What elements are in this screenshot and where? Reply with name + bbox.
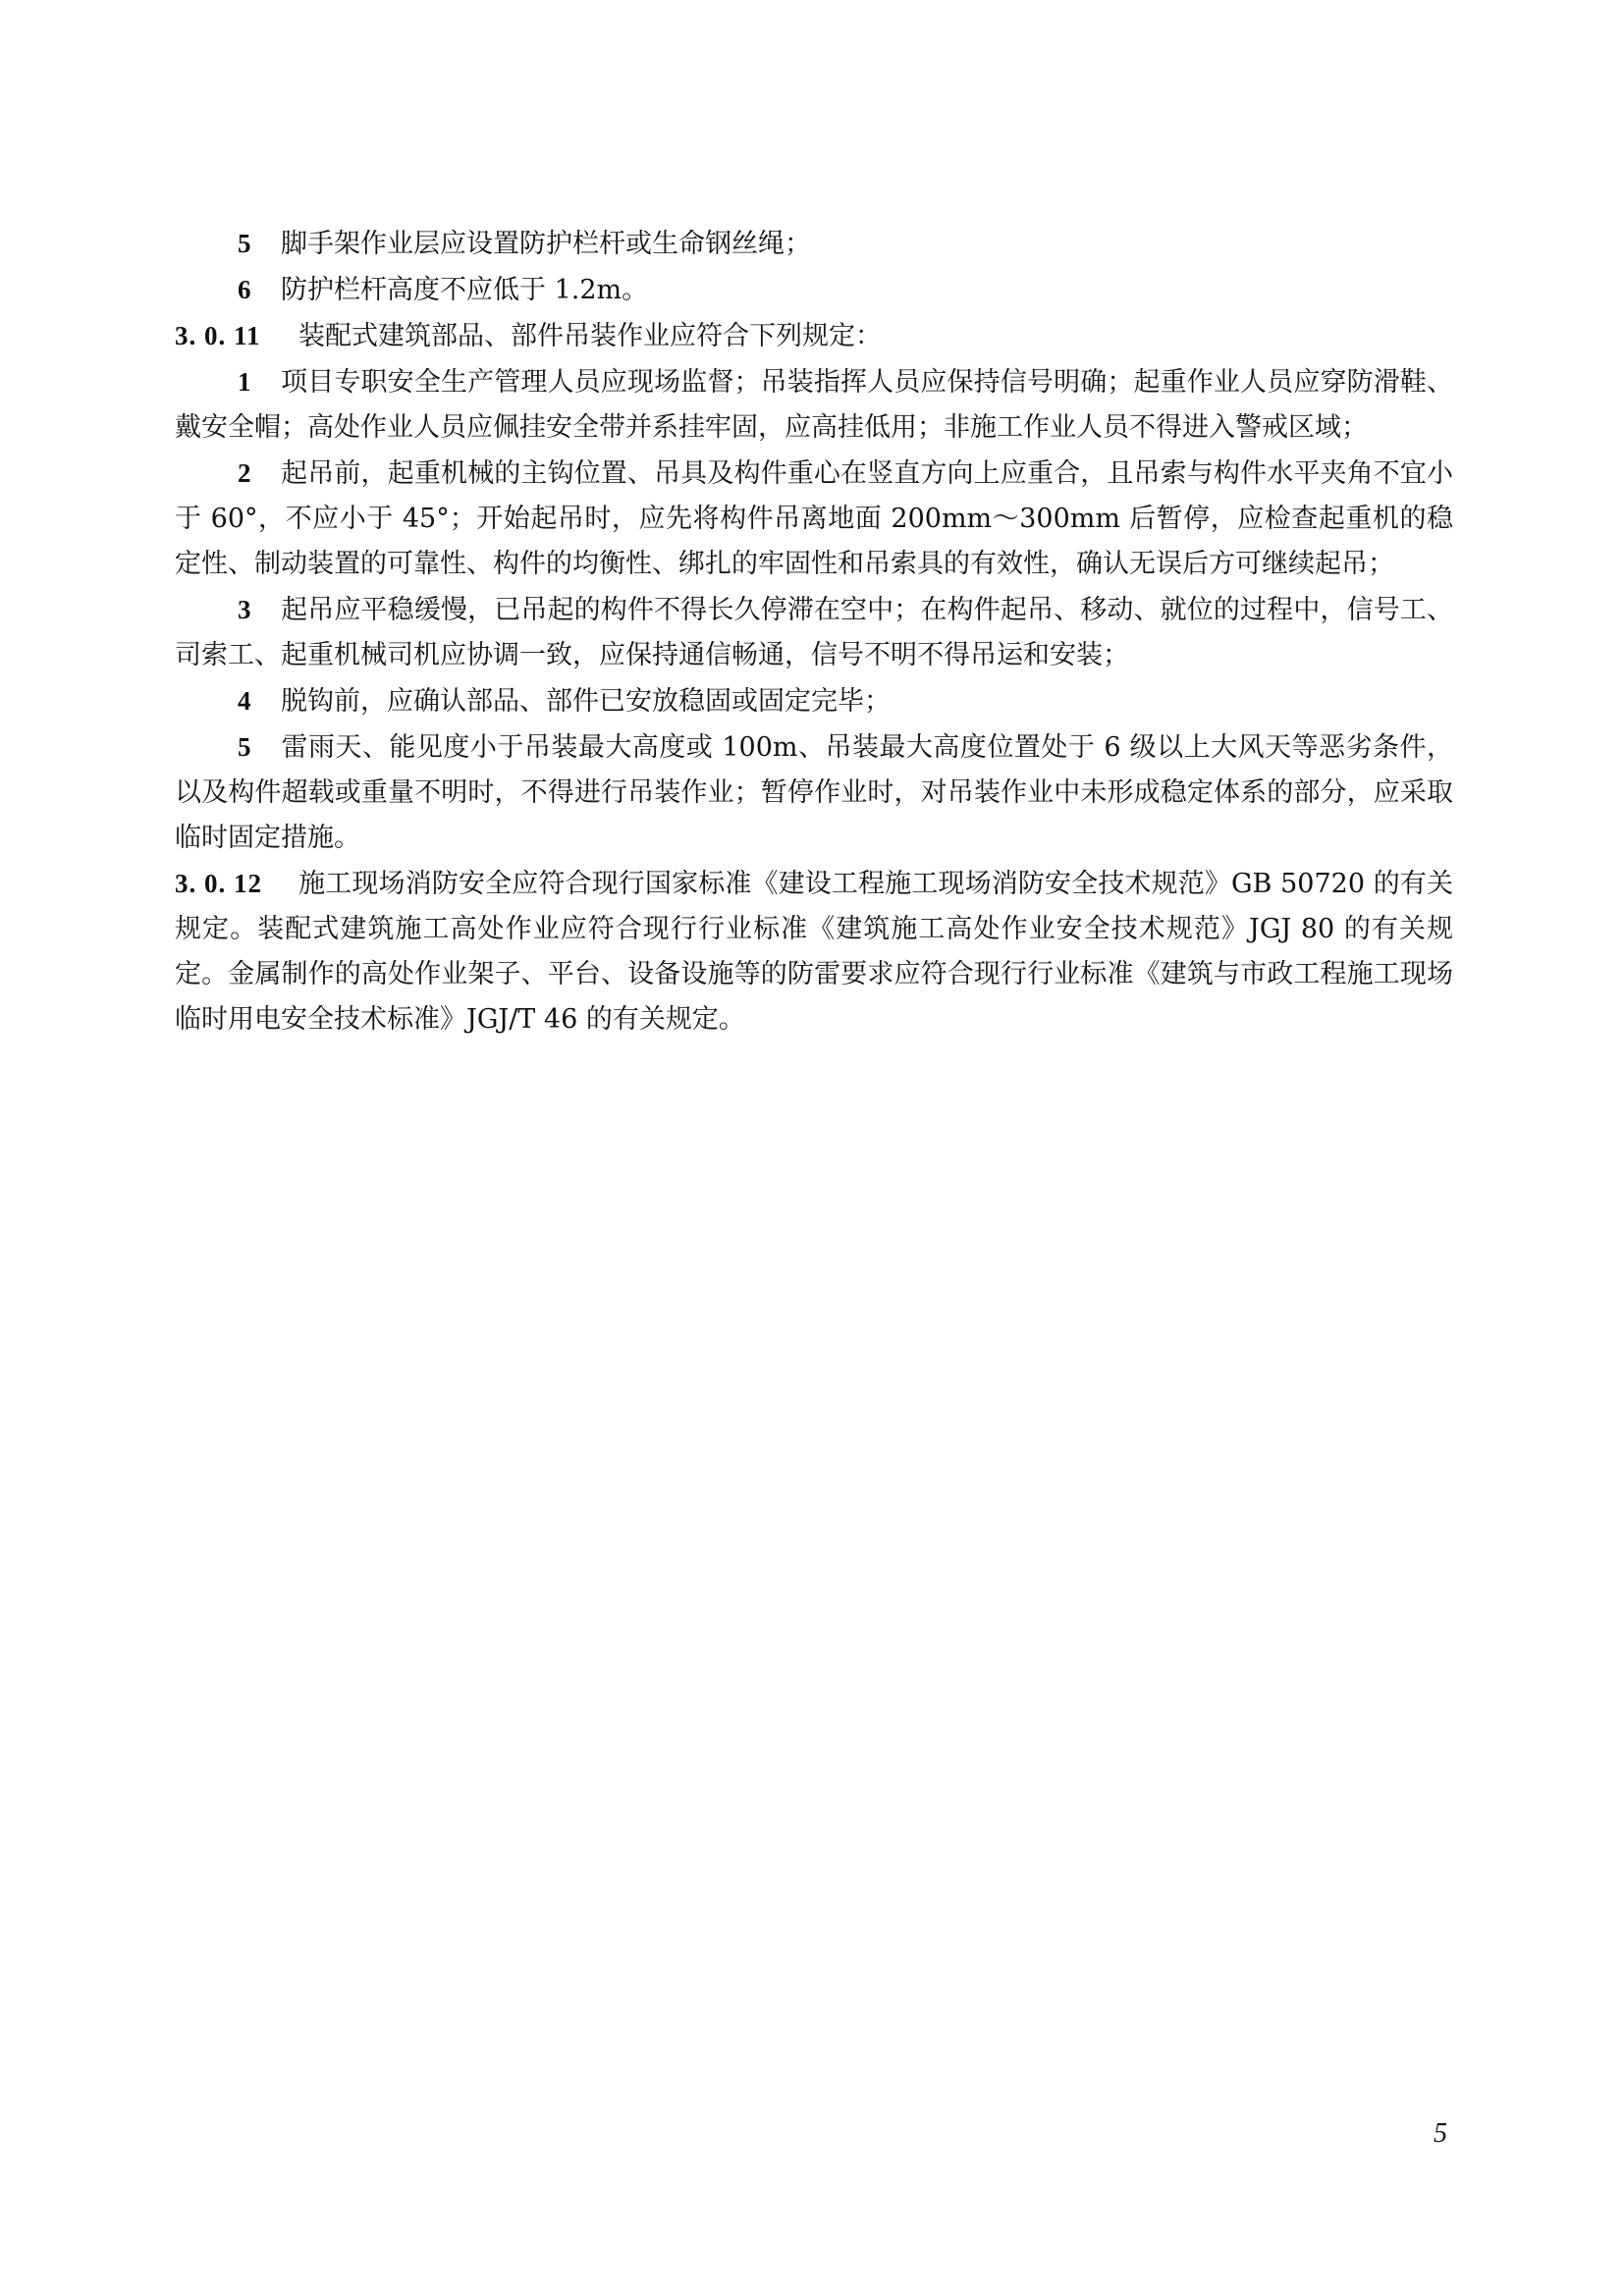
- item-text: 脱钩前，应确认部品、部件已安放稳固或固定完毕；: [281, 686, 891, 717]
- clause-3-0-11: [175, 313, 1453, 359]
- item-5-scaffold: [175, 221, 1453, 267]
- document-body: [175, 221, 1453, 1042]
- item-number: 3: [238, 595, 251, 624]
- clause-text: 施工现场消防安全应符合现行国家标准《建设工程施工现场消防安全技术规范》GB 50720 的有关规定。装配式建筑施工高处作业应符合现行行业标准《建筑施工高处作业安全技术规范》JGJ 80 的有关规定。金属制作的高处作业架子、平台、设备设施等的防雷要求应符合现行行业标准《建筑与市政工程施工现场临时用电安全技术标准》JGJ/T 46 的有关规定。: [175, 869, 1453, 1035]
- item-text: 项目专职安全生产管理人员应现场监督；吊装指挥人员应保持信号明确；起重作业人员应穿防滑鞋、戴安全帽；高处作业人员应佩挂安全带并系挂牢固，应高挂低用；非施工作业人员不得进入警戒区域；: [175, 367, 1453, 443]
- item-text: 雷雨天、能见度小于吊装最大高度或 100m、吊装最大高度位置处于 6 级以上大风天等恶劣条件，以及构件超载或重量不明时，不得进行吊装作业；暂停作业时，对吊装作业中未形成稳定体系的部分，应采取临时固定措施。: [175, 732, 1453, 853]
- item-2-before-lifting: [175, 451, 1453, 587]
- page-number: 5: [1434, 2118, 1447, 2149]
- item-5-weather: [175, 724, 1453, 861]
- item-number: 4: [238, 686, 251, 716]
- clause-number: 3. 0. 12: [175, 869, 262, 898]
- item-text: 起吊前，起重机械的主钩位置、吊具及构件重心在竖直方向上应重合，且吊索与构件水平夹角不宜小于 60°，不应小于 45°；开始起吊时，应先将构件吊离地面 200mm～300mm 后暂停，应检查起重机的稳定性、制动装置的可靠性、构件的均衡性、绑扎的牢固性和吊索具的有效性，确认无误后方可继续起吊；: [175, 458, 1453, 579]
- item-1-supervision: [175, 359, 1453, 451]
- item-6-guardrail: [175, 267, 1453, 313]
- item-4-unhooking: [175, 678, 1453, 724]
- item-text: 起吊应平稳缓慢，已吊起的构件不得长久停滞在空中；在构件起吊、移动、就位的过程中，信号工、司索工、起重机械司机应协调一致，应保持通信畅通，信号不明不得吊运和安装；: [175, 595, 1453, 670]
- item-number: 5: [238, 732, 251, 762]
- item-3-lifting: [175, 587, 1453, 678]
- item-number: 2: [238, 458, 251, 488]
- clause-3-0-12: [175, 861, 1453, 1042]
- item-text: 脚手架作业层应设置防护栏杆或生命钢丝绳；: [281, 229, 811, 259]
- item-number: 6: [238, 275, 251, 304]
- item-number: 5: [238, 229, 251, 258]
- clause-number: 3. 0. 11: [175, 321, 261, 350]
- item-number: 1: [238, 367, 251, 397]
- clause-text: 装配式建筑部品、部件吊装作业应符合下列规定：: [298, 321, 882, 351]
- item-text: 防护栏杆高度不应低于 1.2m。: [281, 275, 649, 305]
